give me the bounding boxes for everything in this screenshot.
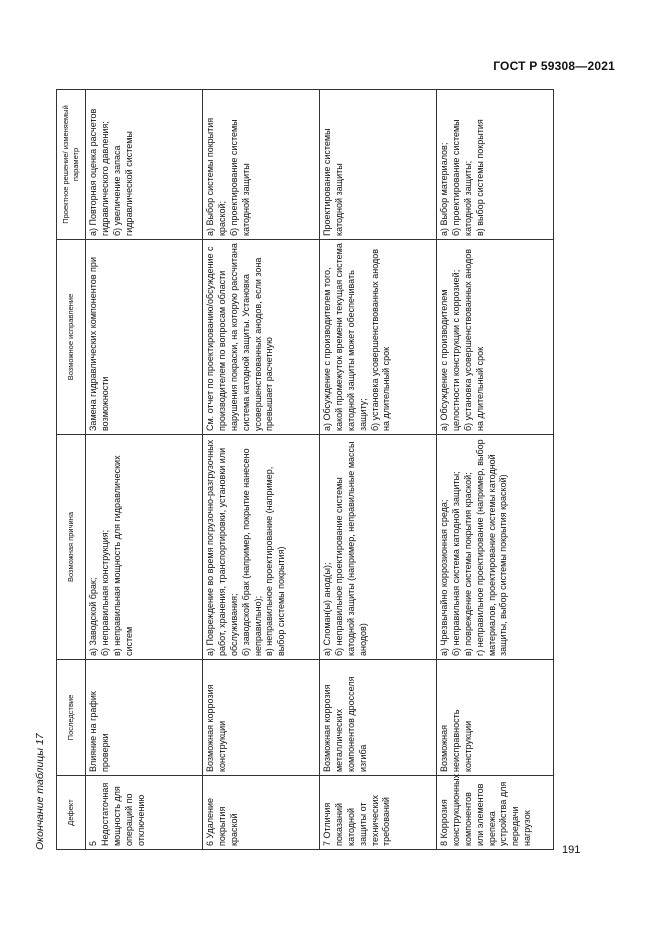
column-header-fix: Возможное исправление: [57, 240, 86, 435]
table-continuation-label: Окончание таблицы 17: [34, 733, 46, 850]
cell-cause-item: б) неправильное проектирование системы катодной защиты (например, неправильные массы анодов): [333, 441, 368, 656]
column-header-decision: Проектное решение/ изменяемый параметр: [57, 90, 86, 240]
cell-decision: [86, 90, 203, 240]
cell-fix-item: б) установка усовершенствованных анодов на длительный срок: [369, 248, 392, 431]
column-header-consequence: Последствие: [57, 660, 86, 776]
page-number: 191: [562, 844, 581, 856]
defects-table: [56, 89, 554, 850]
cell-cause: [437, 435, 554, 660]
cell-cause: [320, 435, 437, 660]
cell-defect: 5 Недостаточная мощность для операций по отключению: [86, 776, 203, 850]
cell-cause: [203, 435, 320, 660]
table-row: [320, 90, 437, 850]
cell-consequence: Возможная коррозия конструкции: [203, 660, 320, 776]
cell-consequence: Возможная коррозия металлических компонентов дросселя изгиба: [320, 660, 437, 776]
cell-fix-item: а) Обсуждение с производителем целостности конструкции с коррозией;: [439, 269, 461, 431]
cell-cause-item: а) Заводской брак;: [88, 577, 98, 656]
cell-cause-item: г) неправильное проектирование (например, выбор материалов, проектирование системы катодной защиты, выбор системы покрытия краской): [474, 439, 509, 656]
cell-fix-item: См. отчет по проектированию/обсуждение с производителем по вопросам области нарушения покраски, на которую рассчитана система катодной защиты. Установка усовершенствованных анодов, если зона превышает расчетную: [205, 243, 275, 431]
table-row: [86, 90, 203, 850]
cell-decision-item: в) выбор системы покрытия: [474, 119, 485, 236]
cell-cause: [86, 435, 203, 660]
cell-cause-item: б) неправильная система катодной защиты;: [450, 471, 461, 656]
table-header-row: [57, 90, 86, 850]
cell-cause-item: в) повреждение системы покрытия краской;: [462, 472, 473, 656]
cell-defect: 6 Удаление покрытия краской: [203, 776, 320, 850]
column-header-cause: Возможная причина: [57, 435, 86, 660]
rotated-table-block: [30, 90, 605, 850]
cell-cause-item: а) Чрезвычайно коррозионная среда;: [439, 499, 449, 656]
document-header: ГОСТ Р 59308—2021: [493, 59, 615, 73]
cell-consequence: Возможная неисправность конструкции: [437, 660, 554, 776]
cell-fix: [320, 240, 437, 435]
cell-defect: 7 Отличия показаний катодной защиты от технических требований: [320, 776, 437, 850]
cell-decision-item: б) увеличение запаса гидравлической системы: [111, 131, 134, 236]
cell-fix: [437, 240, 554, 435]
cell-decision: [320, 90, 437, 240]
cell-fix-item: а) Обсуждение с производителем того, какой промежуток времени текущая система катодной защиты может обеспечивать защиту;: [322, 243, 368, 431]
cell-decision-item: а) Повторная оценка расчетов гидравлического давления;: [88, 108, 110, 236]
cell-decision: [203, 90, 320, 240]
cell-cause-item: в) неправильное проектирование (например, выбор системы покрытия): [264, 466, 287, 656]
cell-cause-item: б) заводской брак (например, покрытие нанесено неправильно);: [240, 448, 263, 656]
table-row: [437, 90, 554, 850]
cell-decision-item: б) проектирование системы катодной защиты;: [450, 119, 473, 236]
table-row: [203, 90, 320, 850]
column-header-defect: Дефект: [57, 776, 86, 850]
cell-cause-item: а) Повреждение во время погрузочно-разгрузочных работ, хранения, транспортировки, установки или обслуживания;: [205, 439, 239, 656]
cell-decision: [437, 90, 554, 240]
cell-fix-item: Замена гидравлических компонентов при возможности: [88, 257, 110, 431]
cell-fix: [86, 240, 203, 435]
cell-decision-item: а) Выбор системы покрытия краской;: [205, 117, 227, 236]
table-body: [86, 90, 554, 850]
cell-decision-item: Проектирование системы катодной защиты: [322, 128, 344, 236]
cell-consequence: Влияние на график проверки: [86, 660, 203, 776]
cell-cause-item: б) неправильная конструкция;: [99, 529, 110, 656]
cell-fix-item: б) установка усовершенствованных анодов на длительный срок: [462, 248, 485, 431]
cell-cause-item: а) Сломан(ы) анод(ы);: [322, 562, 332, 656]
cell-defect: 8 Коррозия конструкционных компонентов или элементов крепежа устройства для передачи нагрузок: [437, 776, 554, 850]
cell-decision-item: а) Выбор материалов;: [439, 142, 449, 236]
cell-decision-item: б) проектирование системы катодной защиты: [228, 119, 251, 236]
cell-cause-item: в) неправильная мощность для гидравлических систем: [111, 455, 134, 656]
cell-fix: [203, 240, 320, 435]
